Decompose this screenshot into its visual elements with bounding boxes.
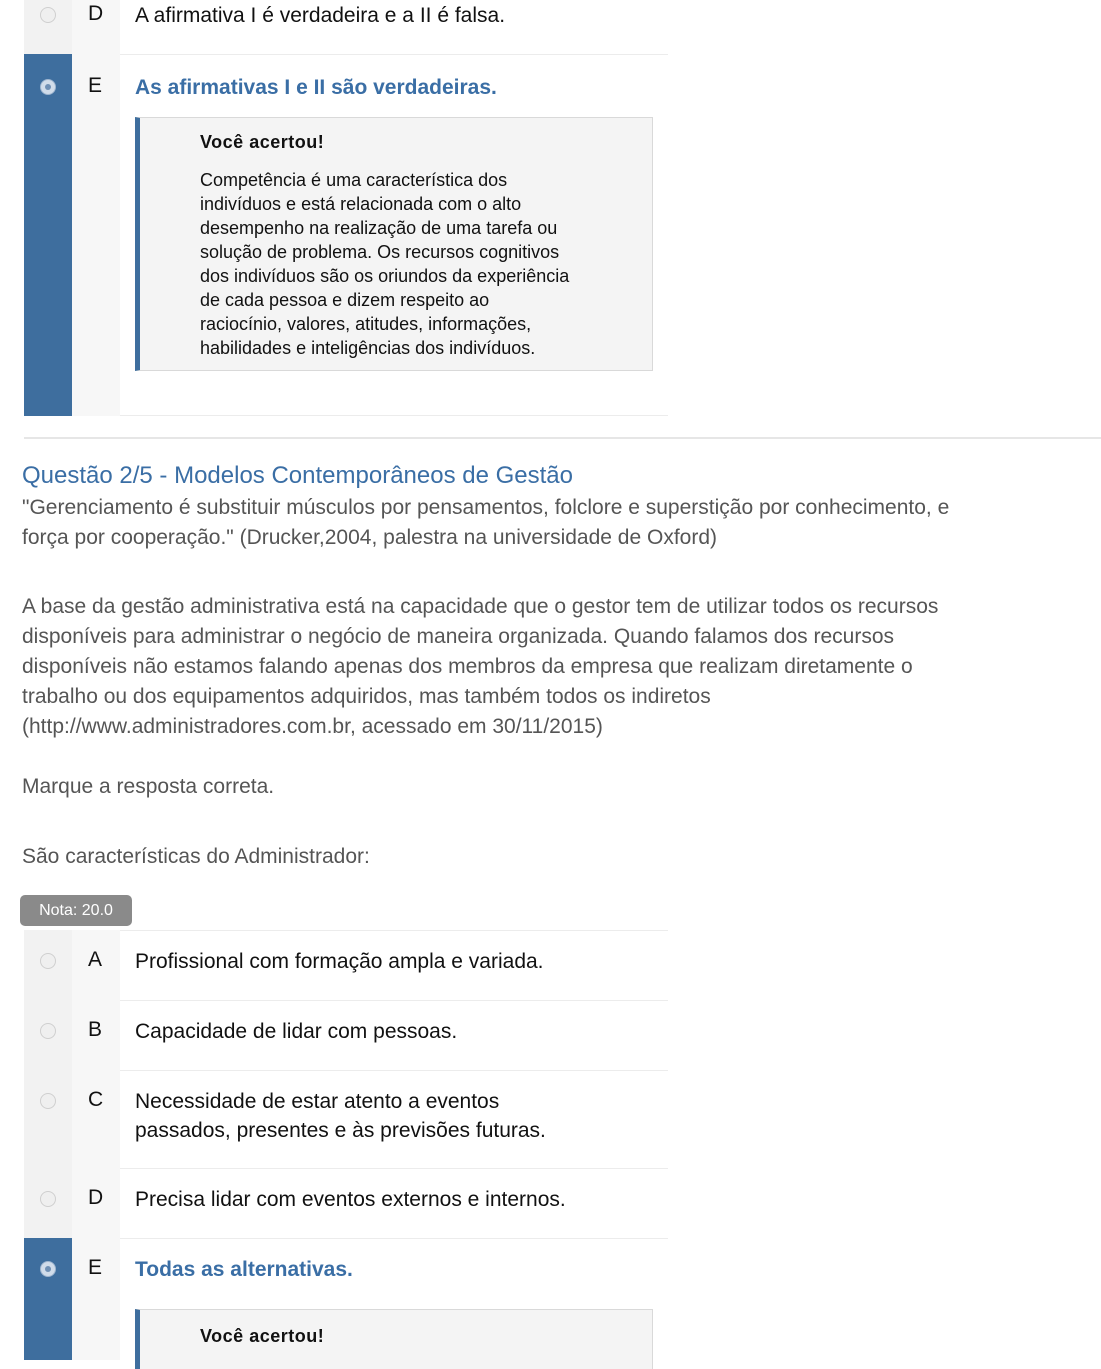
feedback-text	[200, 168, 644, 360]
option-letter: E	[88, 1256, 103, 1279]
radio-column	[24, 1238, 72, 1360]
feedback-line: habilidades e inteligências dos indivíduos.	[200, 338, 536, 358]
section-divider	[24, 437, 1101, 439]
radio-column	[24, 0, 72, 54]
body-line: A base da gestão administrativa está na capacidade que o gestor tem de utilizar todos os recursos	[22, 595, 939, 618]
letter-column	[72, 0, 120, 54]
option-text: Profissional com formação ampla e variada.	[135, 950, 544, 973]
radio-icon[interactable]	[40, 953, 56, 969]
radio-column	[24, 930, 72, 1000]
prev-option-d[interactable]	[24, 0, 668, 54]
option-letter: D	[88, 2, 104, 25]
option-text-cell	[120, 1168, 668, 1238]
option-text: A afirmativa I é verdadeira e a II é falsa.	[135, 4, 506, 27]
option-b[interactable]	[24, 1000, 668, 1070]
radio-icon[interactable]	[40, 1023, 56, 1039]
body-line: disponíveis para administrar o negócio de maneira organizada. Quando falamos dos recursos	[22, 625, 894, 648]
option-text: passados, presentes e às previsões futuras.	[135, 1119, 546, 1142]
option-letter: B	[88, 1018, 103, 1041]
grade-badge: Nota: 20.0	[20, 895, 132, 926]
radio-column	[24, 1168, 72, 1238]
feedback-line: indivíduos e está relacionada com o alto	[200, 194, 522, 214]
radio-icon[interactable]	[40, 7, 56, 23]
feedback-line: dos indivíduos são os oriundos da experiência	[200, 266, 570, 286]
letter-column	[72, 1168, 120, 1238]
instruction-text: Marque a resposta correta.	[22, 775, 275, 798]
option-text-cell	[120, 54, 668, 416]
option-text: Capacidade de lidar com pessoas.	[135, 1020, 458, 1043]
option-text-cell	[120, 0, 668, 54]
radio-icon[interactable]	[40, 1191, 56, 1207]
feedback-line: solução de problema. Os recursos cognitivos	[200, 242, 560, 262]
prev-question-options	[24, 0, 668, 416]
body-line: trabalho ou dos equipamentos adquiridos, mas também todos os indiretos	[22, 685, 711, 708]
question-options	[24, 930, 668, 1360]
option-text-cell	[120, 1000, 668, 1070]
radio-icon[interactable]	[40, 1261, 56, 1277]
feedback-title: Você acertou!	[200, 1326, 325, 1346]
body-line: disponíveis não estamos falando apenas dos membros da empresa que realizam diretamente o	[22, 655, 913, 678]
radio-column	[24, 54, 72, 416]
option-letter: D	[88, 1186, 104, 1209]
option-d[interactable]	[24, 1168, 668, 1238]
option-text: Precisa lidar com eventos externos e internos.	[135, 1188, 566, 1211]
feedback-title: Você acertou!	[200, 132, 325, 152]
option-letter: C	[88, 1088, 104, 1111]
option-text-cell	[120, 930, 668, 1000]
option-letter: A	[88, 948, 103, 971]
feedback-line: raciocínio, valores, atitudes, informações,	[200, 314, 532, 334]
radio-column	[24, 1070, 72, 1168]
feedback-line: desempenho na realização de uma tarefa ou	[200, 218, 558, 238]
quote-line: "Gerenciamento é substituir músculos por pensamentos, folclore e superstição por conhecimento, e	[22, 496, 950, 519]
feedback-line: Competência é uma característica dos	[200, 170, 508, 190]
option-e[interactable]	[24, 1238, 668, 1360]
quote-line: força por cooperação." (Drucker,2004, palestra na universidade de Oxford)	[22, 526, 717, 549]
option-letter: E	[88, 74, 103, 97]
feedback-box	[135, 1309, 653, 1369]
option-text: Todas as alternativas.	[135, 1258, 353, 1281]
body-line: (http://www.administradores.com.br, acessado em 30/11/2015)	[22, 715, 603, 738]
option-c[interactable]	[24, 1070, 668, 1168]
option-a[interactable]	[24, 930, 668, 1000]
letter-column	[72, 1070, 120, 1168]
option-text-cell	[120, 1070, 668, 1168]
letter-column	[72, 930, 120, 1000]
letter-column	[72, 1000, 120, 1070]
option-text: As afirmativas I e II são verdadeiras.	[135, 76, 497, 99]
option-text: Necessidade de estar atento a eventos	[135, 1090, 500, 1113]
prompt-text: São características do Administrador:	[22, 845, 370, 868]
radio-icon[interactable]	[40, 79, 56, 95]
question-title: Questão 2/5 - Modelos Contemporâneos de Gestão	[22, 462, 573, 489]
letter-column	[72, 54, 120, 416]
letter-column	[72, 1238, 120, 1360]
option-text-cell	[120, 1238, 668, 1360]
feedback-box	[135, 117, 653, 371]
radio-column	[24, 1000, 72, 1070]
feedback-line: de cada pessoa e dizem respeito ao	[200, 290, 490, 310]
radio-icon[interactable]	[40, 1093, 56, 1109]
prev-option-e[interactable]	[24, 54, 668, 416]
